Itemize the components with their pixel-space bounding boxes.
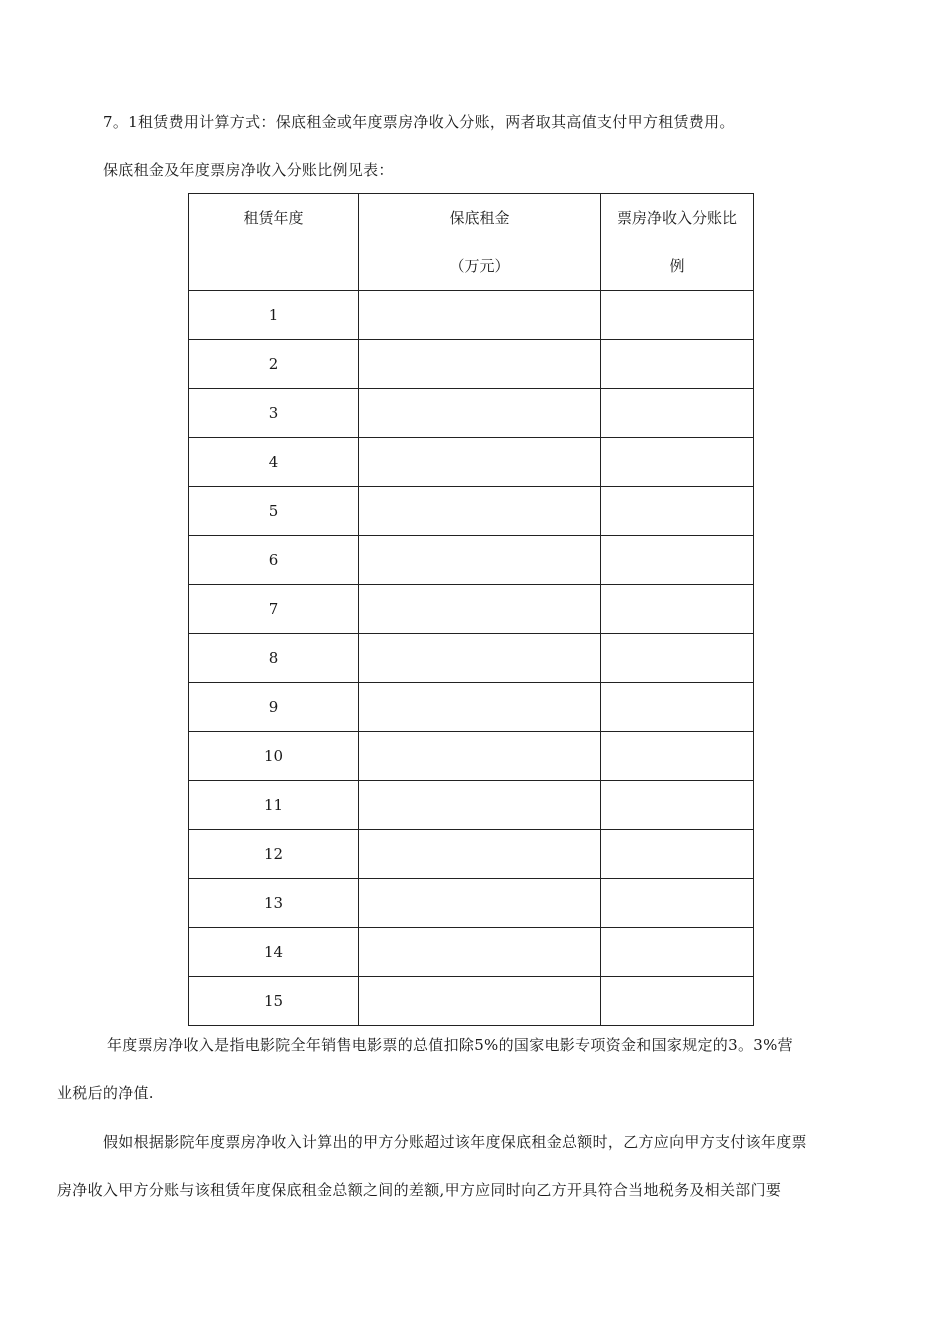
- year-cell: 9: [189, 683, 359, 732]
- ratio-cell: [601, 438, 754, 487]
- header-revenue-share-ratio-line1: 票房净收入分账比: [616, 209, 737, 227]
- header-minimum-rent: [359, 194, 601, 291]
- rent-cell: [359, 340, 601, 389]
- ratio-cell: [601, 977, 754, 1026]
- header-lease-year: [189, 194, 359, 291]
- year-cell: 11: [189, 781, 359, 830]
- ratio-cell: [601, 879, 754, 928]
- table-row: [189, 389, 754, 438]
- table-row: [189, 781, 754, 830]
- table-row: [189, 585, 754, 634]
- table-row: [189, 928, 754, 977]
- ratio-cell: [601, 928, 754, 977]
- table-row: [189, 879, 754, 928]
- rent-cell: [359, 536, 601, 585]
- rent-cell: [359, 585, 601, 634]
- rent-cell: [359, 732, 601, 781]
- table-row: [189, 291, 754, 340]
- table-row: [189, 536, 754, 585]
- year-cell: 14: [189, 928, 359, 977]
- rent-cell: [359, 928, 601, 977]
- header-minimum-rent-line1: 保底租金: [449, 209, 510, 227]
- year-cell: 7: [189, 585, 359, 634]
- year-cell: 13: [189, 879, 359, 928]
- net-revenue-definition-line2: 业税后的净值.: [57, 1084, 154, 1102]
- ratio-cell: [601, 683, 754, 732]
- header-revenue-share-ratio: [601, 194, 754, 291]
- year-cell: 4: [189, 438, 359, 487]
- year-cell: 12: [189, 830, 359, 879]
- table-row: [189, 977, 754, 1026]
- year-cell: 2: [189, 340, 359, 389]
- excess-payment-clause-line2: 房净收入甲方分账与该租赁年度保底租金总额之间的差额,甲方应同时向乙方开具符合当地税务及相关部门要: [57, 1181, 782, 1199]
- table-row: [189, 830, 754, 879]
- table-row: [189, 487, 754, 536]
- ratio-cell: [601, 732, 754, 781]
- rent-cell: [359, 830, 601, 879]
- clause-7-1-text: 7。1租赁费用计算方式：保底租金或年度票房净收入分账，两者取其高值支付甲方租赁费用。: [103, 113, 735, 131]
- year-cell: 15: [189, 977, 359, 1026]
- ratio-cell: [601, 634, 754, 683]
- net-revenue-definition-line1: 年度票房净收入是指电影院全年销售电影票的总值扣除5%的国家电影专项资金和国家规定的3。3%营: [107, 1036, 793, 1054]
- rent-cell: [359, 879, 601, 928]
- ratio-cell: [601, 585, 754, 634]
- year-cell: 1: [189, 291, 359, 340]
- ratio-cell: [601, 340, 754, 389]
- year-cell: 3: [189, 389, 359, 438]
- year-cell: 5: [189, 487, 359, 536]
- rent-cell: [359, 487, 601, 536]
- rent-cell: [359, 291, 601, 340]
- rent-cell: [359, 683, 601, 732]
- table-row: [189, 732, 754, 781]
- rent-cell: [359, 438, 601, 487]
- table-row: [189, 634, 754, 683]
- table-row: [189, 438, 754, 487]
- table-row: [189, 340, 754, 389]
- rent-ratio-table: [188, 193, 754, 1026]
- ratio-cell: [601, 291, 754, 340]
- table-row: [189, 683, 754, 732]
- ratio-cell: [601, 781, 754, 830]
- year-cell: 6: [189, 536, 359, 585]
- ratio-cell: [601, 487, 754, 536]
- rent-cell: [359, 781, 601, 830]
- table-caption: 保底租金及年度票房净收入分账比例见表：: [103, 161, 394, 179]
- rent-cell: [359, 389, 601, 438]
- ratio-cell: [601, 536, 754, 585]
- year-cell: 8: [189, 634, 359, 683]
- ratio-cell: [601, 830, 754, 879]
- excess-payment-clause-line1: 假如根据影院年度票房净收入计算出的甲方分账超过该年度保底租金总额时，乙方应向甲方支付该年度票: [103, 1133, 807, 1151]
- year-cell: 10: [189, 732, 359, 781]
- header-lease-year-line1: 租赁年度: [243, 209, 304, 227]
- ratio-cell: [601, 389, 754, 438]
- header-revenue-share-ratio-line2: 例: [669, 257, 685, 275]
- rent-cell: [359, 634, 601, 683]
- table-header-row: [189, 194, 754, 291]
- header-minimum-rent-line2: （万元）: [449, 257, 510, 275]
- rent-cell: [359, 977, 601, 1026]
